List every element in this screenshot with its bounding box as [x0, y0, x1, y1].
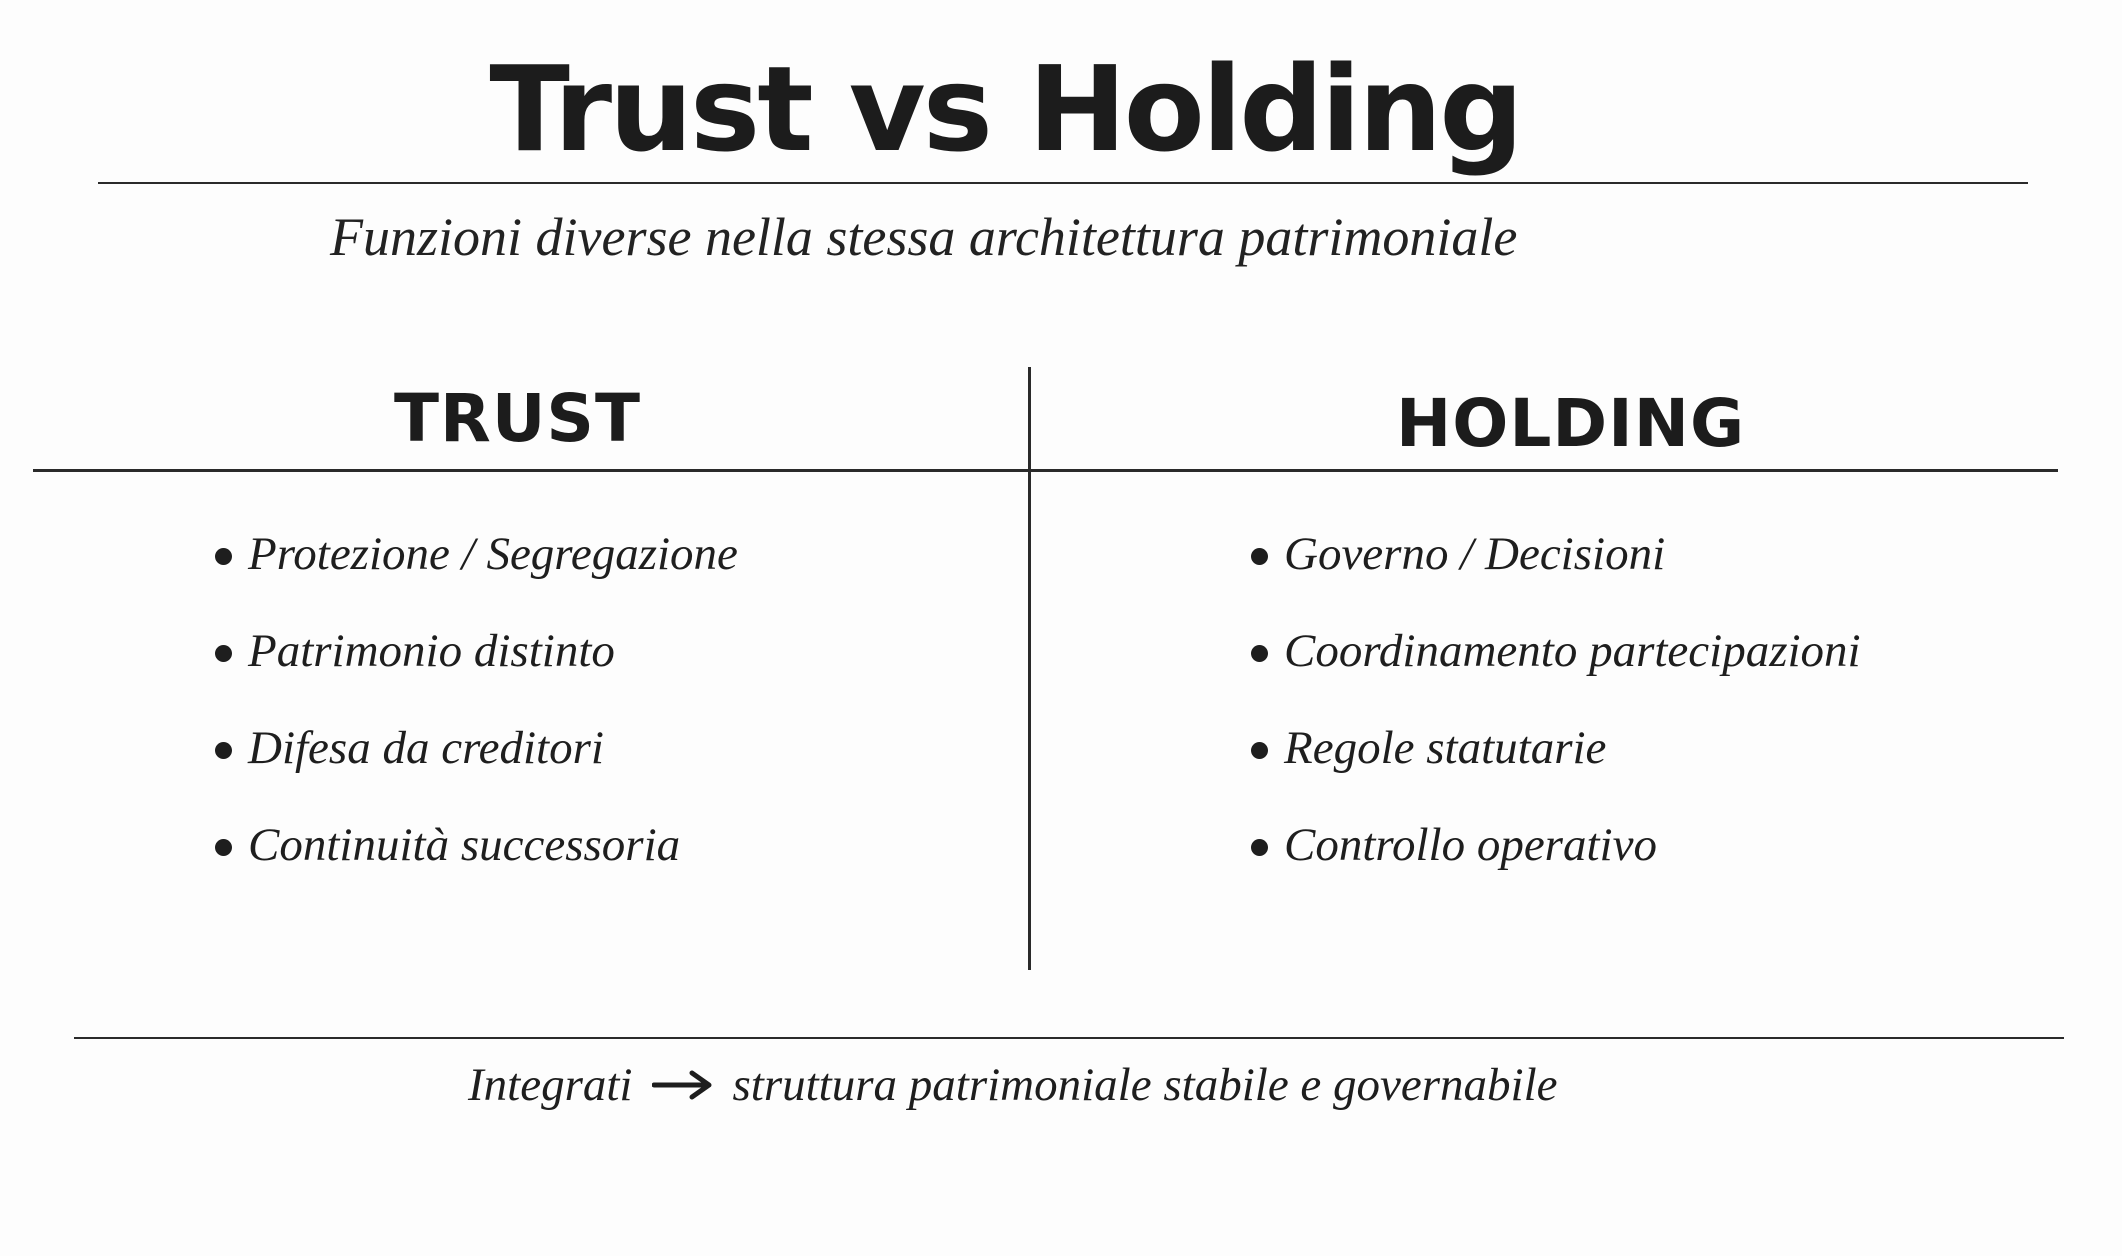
holding-list [1248, 519, 1861, 907]
holding-item [1248, 713, 1861, 810]
trust-item [212, 519, 738, 616]
bullet-icon [1251, 548, 1268, 565]
trust-item [212, 616, 738, 713]
bullet-icon [215, 742, 232, 759]
header-divider [33, 469, 2058, 472]
bullet-icon [215, 839, 232, 856]
column-divider [1028, 367, 1031, 970]
bullet-icon [1251, 742, 1268, 759]
bullet-icon [215, 548, 232, 565]
page-subtitle: Funzioni diverse nella stessa architettura patrimoniale [330, 207, 1518, 267]
holding-item-label: Coordinamento partecipazioni [1284, 625, 1861, 677]
holding-item [1248, 810, 1861, 907]
right-arrow-icon [652, 1070, 714, 1100]
title-divider [98, 182, 2028, 184]
holding-item-label: Controllo operativo [1284, 819, 1657, 871]
holding-item [1248, 519, 1861, 616]
bullet-icon [1251, 839, 1268, 856]
holding-item-label: Governo / Decisioni [1284, 528, 1666, 580]
footer-left-text: Integrati [468, 1059, 633, 1111]
trust-item-label: Continuità successoria [248, 819, 681, 871]
trust-list [212, 519, 738, 907]
bullet-icon [215, 645, 232, 662]
trust-heading: TRUST [394, 380, 641, 457]
holding-item [1248, 616, 1861, 713]
holding-item-label: Regole statutarie [1284, 722, 1607, 774]
trust-item-label: Patrimonio distinto [248, 625, 615, 677]
trust-item [212, 713, 738, 810]
trust-item-label: Protezione / Segregazione [248, 528, 738, 580]
footer-statement [468, 1058, 1558, 1112]
page-title: Trust vs Holding [489, 40, 1521, 178]
footer-right-text: struttura patrimoniale stabile e governabile [732, 1059, 1558, 1111]
holding-heading: HOLDING [1396, 385, 1746, 462]
footer-divider [74, 1037, 2064, 1039]
bullet-icon [1251, 645, 1268, 662]
trust-item [212, 810, 738, 907]
trust-item-label: Difesa da creditori [248, 722, 604, 774]
